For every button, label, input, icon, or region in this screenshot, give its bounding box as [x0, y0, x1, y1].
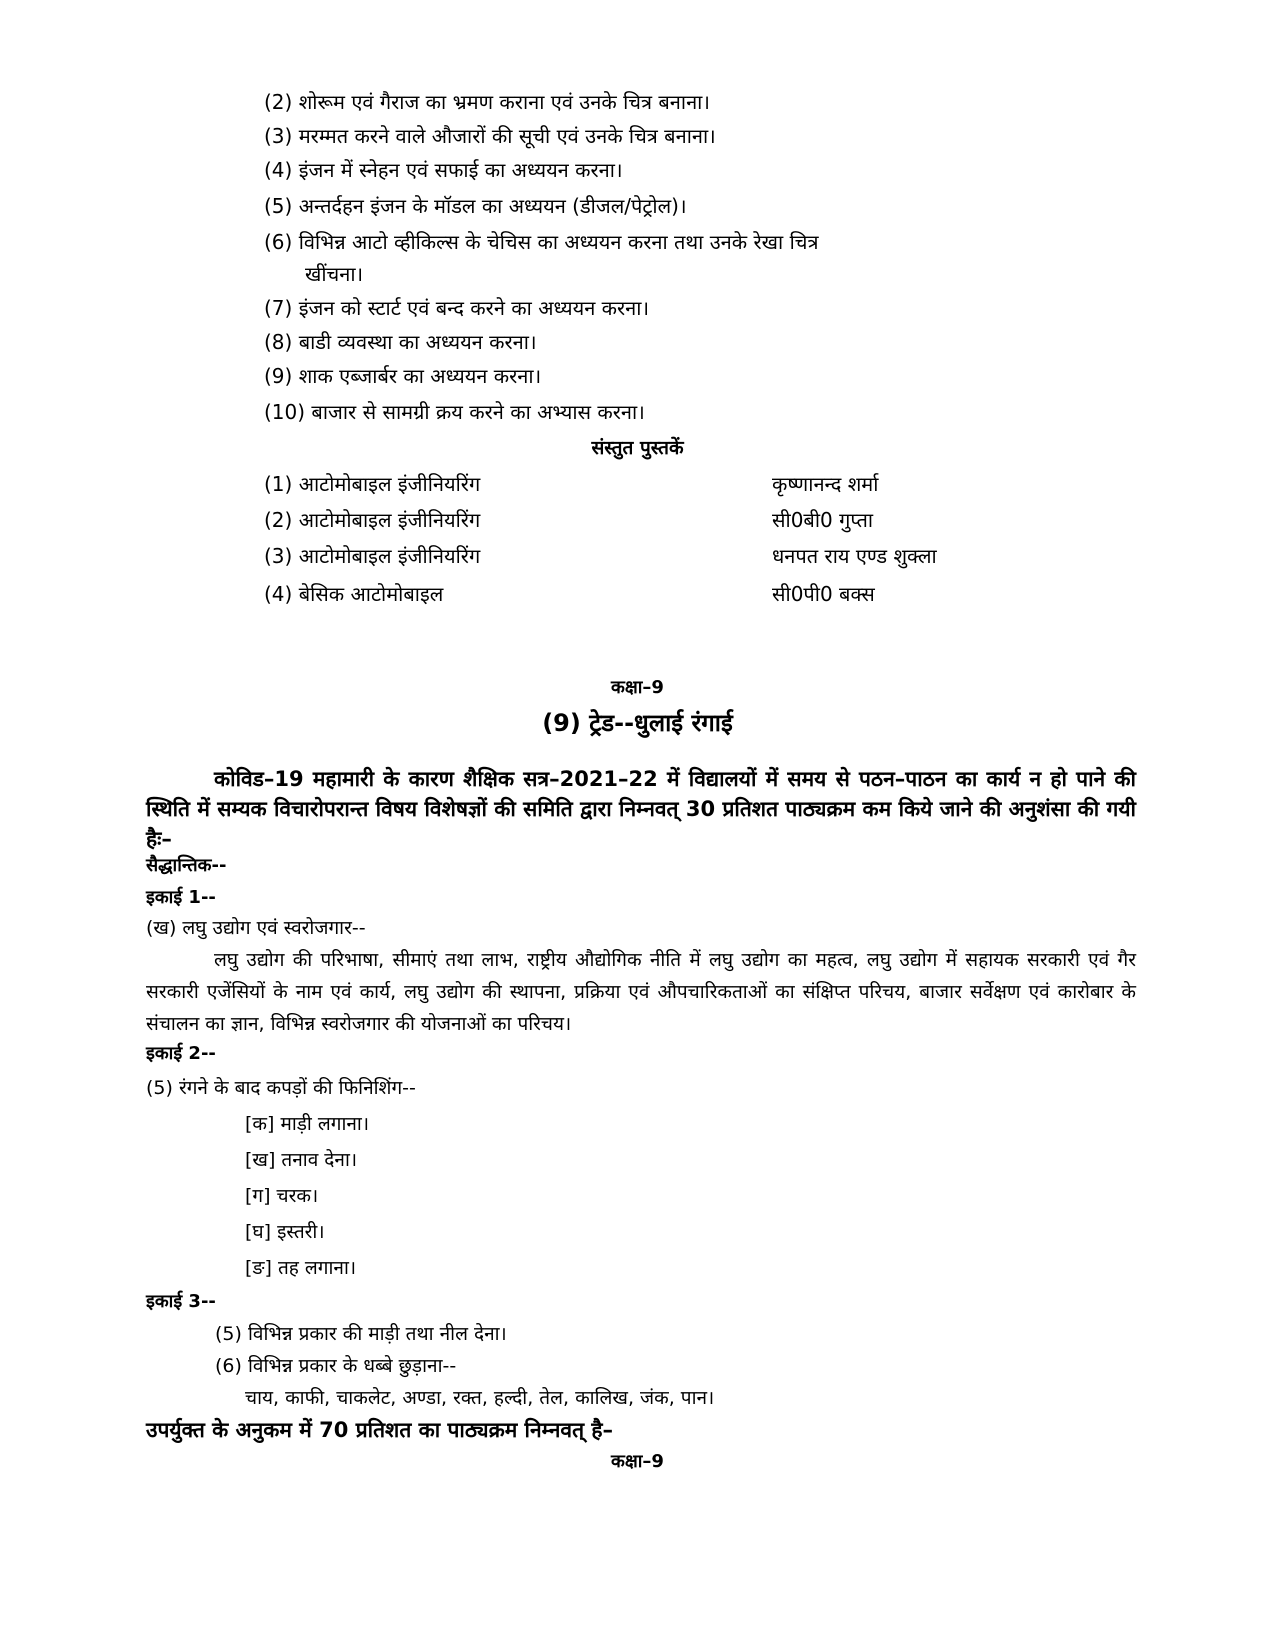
intro-paragraph [146, 764, 1136, 854]
book-author: धनपत राय एण्ड शुक्ला [772, 544, 937, 568]
practical-item: (4) इंजन में स्नेहन एवं सफाई का अध्ययन करना। [264, 158, 623, 182]
class-label-bottom: कक्षा–9 [611, 1451, 664, 1472]
practical-item: (5) अन्तर्दहन इंजन के मॉडल का अध्ययन (डीजल/पेट्रोल)। [264, 194, 687, 218]
unit2-item: [ख] तनाव देना। [245, 1149, 358, 1171]
class-label: कक्षा–9 [611, 677, 664, 698]
unit3-item: (6) विभिन्न प्रकार के धब्बे छुड़ाना-- [215, 1355, 457, 1377]
book-author: सी0पी0 बक्स [772, 582, 875, 606]
practical-item: (2) शोरूम एवं गैराज का भ्रमण कराना एवं उनके चित्र बनाना। [264, 90, 710, 114]
trade-title: (9) ट्रेड--धुलाई रंगाई [542, 709, 733, 737]
unit2-item: [ङ] तह लगाना। [245, 1257, 357, 1279]
unit2-subheading: (5) रंगने के बाद कपड़ों की फिनिशिंग-- [146, 1077, 416, 1099]
theory-label: सैद्धान्तिक-- [146, 855, 227, 876]
unit3-stains: चाय, काफी, चाकलेट, अण्डा, रक्त, हल्दी, तेल, कालिख, जंक, पान। [245, 1387, 715, 1409]
book-title: (3) आटोमोबाइल इंजीनियरिंग [264, 544, 481, 568]
practical-item: (6) विभिन्न आटो व्हीकिल्स के चेचिस का अध्ययन करना तथा उनके रेखा चित्र [264, 230, 819, 254]
practical-item: (3) मरम्मत करने वाले औजारों की सूची एवं उनके चित्र बनाना। [264, 124, 716, 148]
books-heading: संस्तुत पुस्तकें [591, 437, 684, 459]
practical-item: (7) इंजन को स्टार्ट एवं बन्द करने का अध्ययन करना। [264, 296, 650, 320]
closing-line: उपर्युक्त के अनुकम में 70 प्रतिशत का पाठ्यक्रम निम्नवत् है– [146, 1418, 613, 1442]
unit2-label: इकाई 2-- [146, 1043, 216, 1064]
practical-item: (8) बाडी व्यवस्था का अध्ययन करना। [264, 330, 537, 354]
unit2-item: [क] माड़ी लगाना। [245, 1113, 370, 1135]
book-title: (2) आटोमोबाइल इंजीनियरिंग [264, 508, 481, 532]
book-author: कृष्णानन्द शर्मा [772, 472, 879, 496]
unit1-subheading: (ख) लघु उद्योग एवं स्वरोजगार-- [146, 917, 366, 939]
book-author: सी0बी0 गुप्ता [772, 508, 874, 532]
practical-item-continuation: खींचना। [305, 262, 364, 286]
unit2-item: [घ] इस्तरी। [245, 1221, 325, 1243]
unit3-label: इकाई 3-- [146, 1291, 216, 1312]
intro-text: कोविड–19 महामारी के कारण शैक्षिक सत्र–2021–22 में विद्यालयों में समय से पठन–पाठन का कार्य न हो पाने की स्थिति में सम्यक विचारोपरान्त विषय विशेषज्ञों की समिति द्वारा निम्नवत् 30 प्रतिशत पाठ्यक्रम कम किये जाने की अनुशंसा की गयी हैः– [146, 767, 1136, 851]
unit1-text: लघु उद्योग की परिभाषा, सीमाएं तथा लाभ, राष्ट्रीय औद्योगिक नीति में लघु उद्योग का महत्व, लघु उद्योग में सहायक सरकारी एवं गैर सरकारी एजेंसियों के नाम एवं कार्य, लघु उद्योग की स्थापना, प्रक्रिया एवं औपचारिकताओं का संक्षिप्त परिचय, बाजार सर्वेक्षण एवं कारोबार के संचालन का ज्ञान, विभिन्न स्वरोजगार की योजनाओं का परिचय। [146, 949, 1136, 1035]
practical-item: (9) शाक एब्जार्बर का अध्ययन करना। [264, 364, 542, 388]
book-title: (1) आटोमोबाइल इंजीनियरिंग [264, 472, 481, 496]
unit1-paragraph [146, 944, 1136, 1040]
unit2-item: [ग] चरक। [245, 1185, 319, 1207]
unit3-item: (5) विभिन्न प्रकार की माड़ी तथा नील देना। [215, 1323, 507, 1345]
unit1-label: इकाई 1-- [146, 887, 216, 908]
book-title: (4) बेसिक आटोमोबाइल [264, 582, 444, 606]
practical-item: (10) बाजार से सामग्री क्रय करने का अभ्यास करना। [264, 400, 645, 424]
